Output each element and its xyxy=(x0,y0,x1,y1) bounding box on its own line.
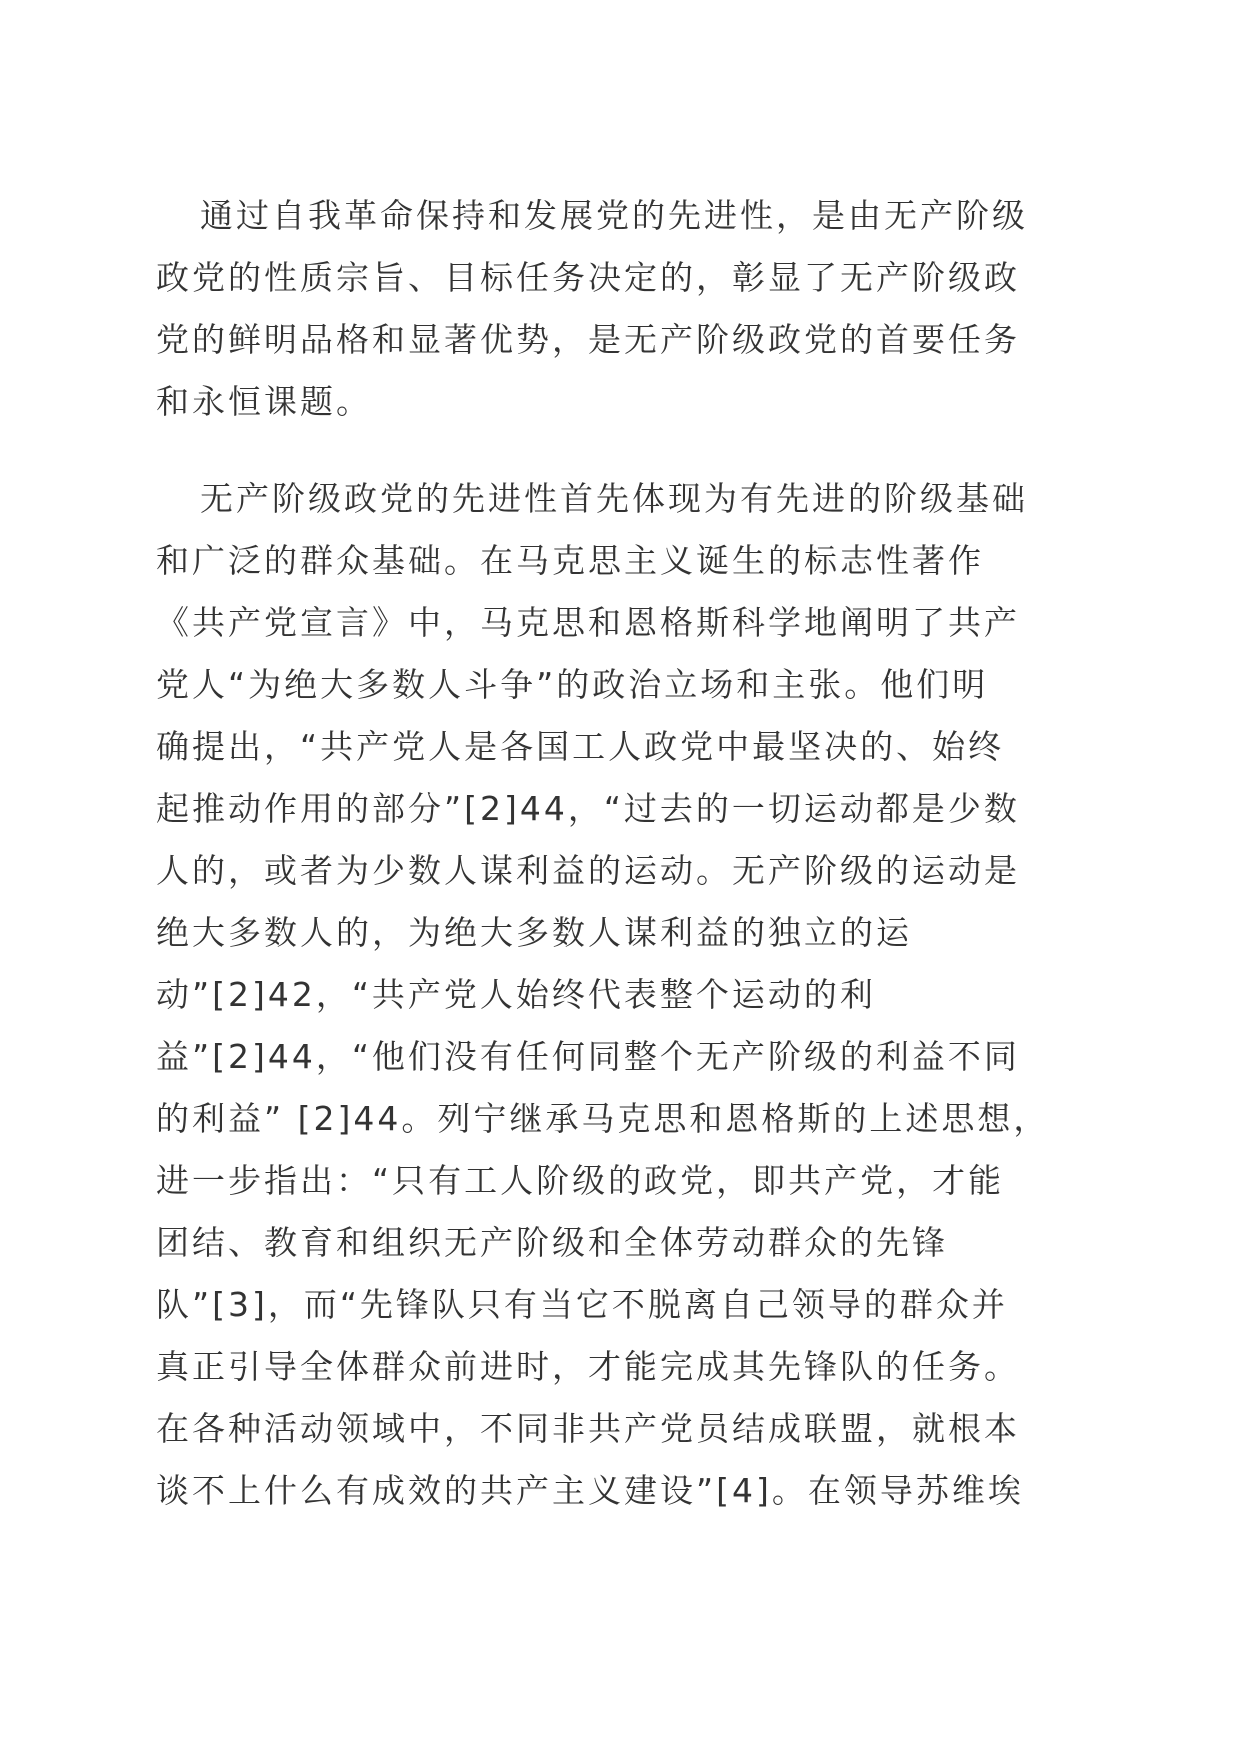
paragraph-line: 人的，或者为少数人谋利益的运动。无产阶级的运动是 xyxy=(156,851,1020,890)
paragraph-line: 团结、教育和组织无产阶级和全体劳动群众的先锋 xyxy=(156,1223,948,1262)
paragraph-line: 绝大多数人的，为绝大多数人谋利益的独立的运 xyxy=(156,913,912,952)
paragraph-line: 队”[3]，而“先锋队只有当它不脱离自己领导的群众并 xyxy=(156,1285,1008,1324)
paragraph-line: 谈不上什么有成效的共产主义建设”[4]。在领导苏维埃 xyxy=(156,1471,1024,1510)
paragraph-line: 确提出，“共产党人是各国工人政党中最坚决的、始终 xyxy=(156,727,1005,766)
paragraph-line: 进一步指出：“只有工人阶级的政党，即共产党，才能 xyxy=(156,1161,1005,1200)
paragraph-line: 党的鲜明品格和显著优势，是无产阶级政党的首要任务 xyxy=(156,320,1020,359)
paragraph-line: 起推动作用的部分”[2]44，“过去的一切运动都是少数 xyxy=(156,789,1020,828)
paragraph-line: 无产阶级政党的先进性首先体现为有先进的阶级基础 xyxy=(200,479,1028,518)
paragraph-2 xyxy=(156,468,1076,1522)
paragraph-line: 真正引导全体群众前进时，才能完成其先锋队的任务。 xyxy=(156,1347,1020,1386)
paragraph-line: 的利益” [2]44。列宁继承马克思和恩格斯的上述思想， xyxy=(156,1099,1050,1138)
paragraph-line: 党人“为绝大多数人斗争”的政治立场和主张。他们明 xyxy=(156,665,989,704)
paragraph-line: 《共产党宣言》中，马克思和恩格斯科学地阐明了共产 xyxy=(156,603,1020,642)
paragraph-line: 和广泛的群众基础。在马克思主义诞生的标志性著作 xyxy=(156,541,984,580)
paragraph-line: 动”[2]42，“共产党人始终代表整个运动的利 xyxy=(156,975,876,1014)
paragraph-line: 政党的性质宗旨、目标任务决定的，彰显了无产阶级政 xyxy=(156,258,1020,297)
paragraph-1 xyxy=(156,185,1076,433)
paragraph-line: 和永恒课题。 xyxy=(156,382,372,421)
paragraph-line: 在各种活动领域中，不同非共产党员结成联盟，就根本 xyxy=(156,1409,1020,1448)
paragraph-line: 益”[2]44，“他们没有任何同整个无产阶级的利益不同 xyxy=(156,1037,1020,1076)
paragraph-line: 通过自我革命保持和发展党的先进性，是由无产阶级 xyxy=(200,196,1028,235)
